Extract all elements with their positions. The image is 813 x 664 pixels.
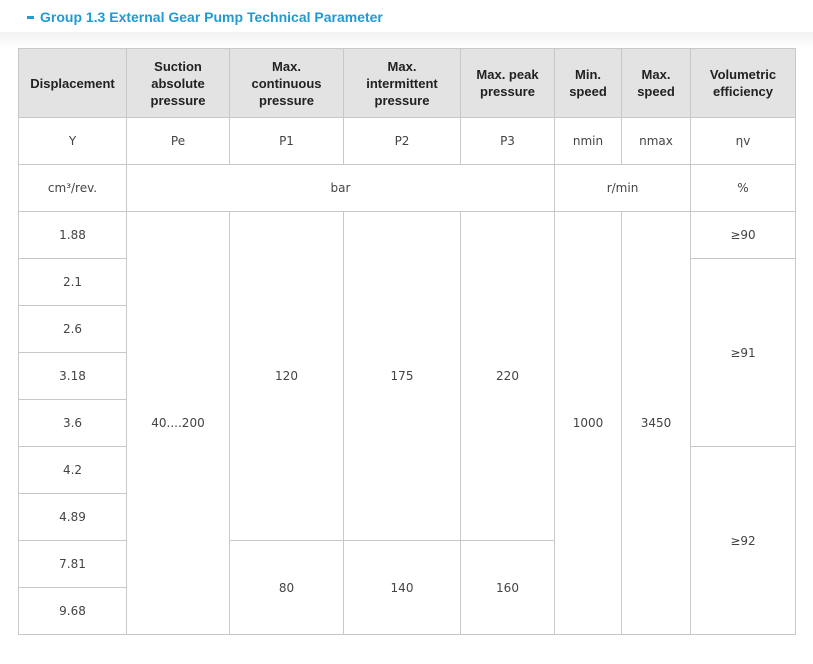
displacement-cell: 4.89 [19, 494, 127, 541]
header-intermittent-pressure: Max. intermittent pressure [344, 49, 461, 118]
efficiency-cell: ≥90 [691, 212, 796, 259]
header-displacement: Displacement [19, 49, 127, 118]
symbol-cell: P2 [344, 118, 461, 165]
unit-efficiency: % [691, 165, 796, 212]
displacement-cell: 7.81 [19, 541, 127, 588]
unit-pressure: bar [127, 165, 555, 212]
symbol-cell: nmax [622, 118, 691, 165]
symbol-row [19, 118, 796, 165]
parameter-table [18, 48, 796, 635]
header-max-speed: Max. speed [622, 49, 691, 118]
unit-row [19, 165, 796, 212]
max-speed-cell: 3450 [622, 212, 691, 635]
symbol-cell: P3 [461, 118, 555, 165]
displacement-cell: 2.1 [19, 259, 127, 306]
symbol-cell: Y [19, 118, 127, 165]
header-min-speed: Min. speed [555, 49, 622, 118]
displacement-cell: 3.6 [19, 400, 127, 447]
header-row [19, 49, 796, 118]
peak-pressure-a: 220 [461, 212, 555, 541]
header-continuous-pressure: Max. continuous pressure [230, 49, 344, 118]
header-divider [0, 32, 813, 48]
continuous-pressure-a: 120 [230, 212, 344, 541]
symbol-cell: nmin [555, 118, 622, 165]
title-bullet-icon [27, 16, 34, 19]
symbol-cell: ηv [691, 118, 796, 165]
header-efficiency: Volumetric efficiency [691, 49, 796, 118]
header-peak-pressure: Max. peak pressure [461, 49, 555, 118]
symbol-cell: Pe [127, 118, 230, 165]
intermittent-pressure-a: 175 [344, 212, 461, 541]
displacement-cell: 2.6 [19, 306, 127, 353]
efficiency-cell: ≥91 [691, 259, 796, 447]
displacement-cell: 4.2 [19, 447, 127, 494]
intermittent-pressure-b: 140 [344, 541, 461, 635]
continuous-pressure-b: 80 [230, 541, 344, 635]
symbol-cell: P1 [230, 118, 344, 165]
displacement-cell: 1.88 [19, 212, 127, 259]
suction-pressure-cell: 40....200 [127, 212, 230, 635]
displacement-cell: 9.68 [19, 588, 127, 635]
efficiency-cell: ≥92 [691, 447, 796, 635]
section-title [27, 9, 383, 25]
unit-speed: r/min [555, 165, 691, 212]
section-title-text: Group 1.3 External Gear Pump Technical Parameter [40, 9, 383, 25]
displacement-cell: 3.18 [19, 353, 127, 400]
peak-pressure-b: 160 [461, 541, 555, 635]
header-suction-pressure: Suction absolute pressure [127, 49, 230, 118]
min-speed-cell: 1000 [555, 212, 622, 635]
unit-displacement: cm³/rev. [19, 165, 127, 212]
table-row [19, 212, 796, 259]
